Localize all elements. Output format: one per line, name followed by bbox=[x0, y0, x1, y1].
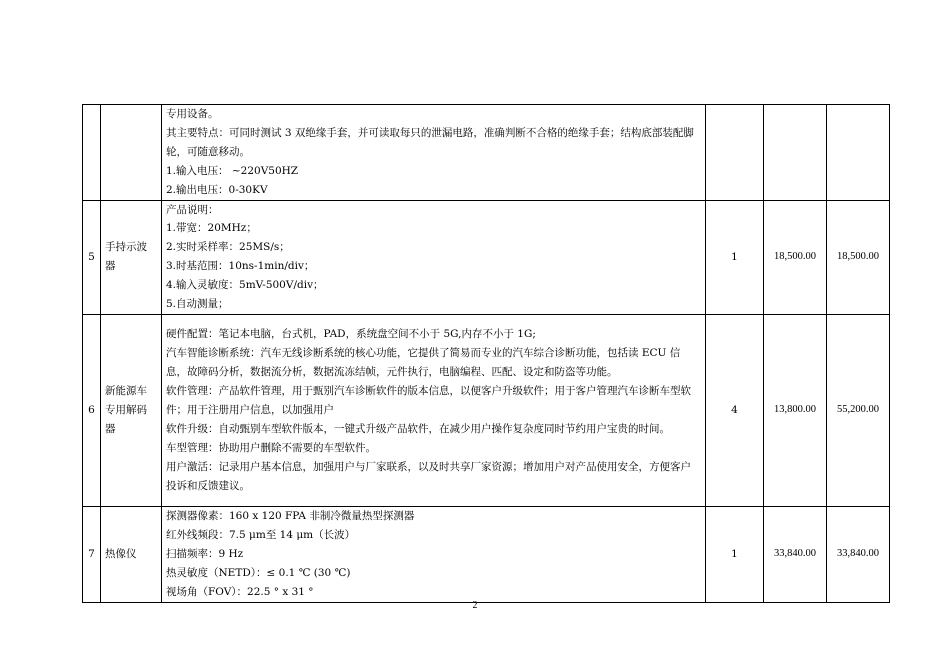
item-name bbox=[101, 105, 162, 201]
description-line: 1.输入电压： ~220V50HZ bbox=[166, 164, 299, 177]
description-line: 硬件配置：笔记本电脑，台式机，PAD，系统盘空间不小于 5G,内存不小于 1G; bbox=[166, 328, 536, 341]
description-line: 1.带宽：20MHz； bbox=[166, 222, 257, 235]
description-line: 软件管理：产品软件管理，用于甄别汽车诊断软件的版本信息，以便客户升级软件；用于客户管理汽车诊断车型软件；用于注册用户信息，以加强用户 bbox=[166, 385, 691, 417]
description-line: 5.自动测量； bbox=[166, 298, 229, 311]
description-line: 产品说明： bbox=[166, 203, 219, 216]
table-row bbox=[83, 105, 890, 201]
item-quantity: 1 bbox=[706, 506, 764, 602]
table-row bbox=[83, 314, 890, 506]
item-name: 热像仪 bbox=[101, 506, 162, 602]
item-unit-price: 18,500.00 bbox=[764, 200, 827, 314]
item-description bbox=[162, 200, 706, 314]
item-total: 18,500.00 bbox=[827, 200, 890, 314]
description-line: 视场角（FOV）：22.5 ° x 31 ° bbox=[166, 585, 314, 598]
item-description bbox=[162, 506, 706, 602]
description-line: 2.输出电压：0-30KV bbox=[166, 183, 268, 196]
description-line: 红外线频段：7.5 μm至 14 μm（长波） bbox=[166, 528, 356, 541]
description-line: 扫描频率：9 Hz bbox=[166, 547, 244, 560]
item-number: 7 bbox=[83, 506, 101, 602]
description-line: 4.输入灵敏度：5mV-500V/div； bbox=[166, 279, 324, 292]
description-line: 3.时基范围：10ns-1min/div； bbox=[166, 260, 315, 273]
item-name: 手持示波器 bbox=[101, 200, 162, 314]
item-name: 新能源车专用解码器 bbox=[101, 314, 162, 506]
description-line: 用户激活：记录用户基本信息，加强用户与厂家联系，以及时共享厂家资源；增加用户对产品使用安全，方便客户投诉和反馈建议。 bbox=[166, 460, 691, 492]
item-number: 5 bbox=[83, 200, 101, 314]
description-line: 探测器像素：160 x 120 FPA 非制冷微量热型探测器 bbox=[166, 509, 415, 522]
item-unit-price bbox=[764, 105, 827, 201]
item-total bbox=[827, 105, 890, 201]
item-number bbox=[83, 105, 101, 201]
item-quantity: 4 bbox=[706, 314, 764, 506]
item-quantity bbox=[706, 105, 764, 201]
item-total: 55,200.00 bbox=[827, 314, 890, 506]
table-row bbox=[83, 200, 890, 314]
item-unit-price: 33,840.00 bbox=[764, 506, 827, 602]
description-line: 2.实时采样率：25MS/s； bbox=[166, 241, 290, 254]
page-number: 2 bbox=[472, 600, 478, 611]
item-number: 6 bbox=[83, 314, 101, 506]
table-row bbox=[83, 506, 890, 602]
equipment-table bbox=[82, 104, 890, 603]
description-line: 汽车智能诊断系统：汽车无线诊断系统的核心功能，它提供了简易而专业的汽车综合诊断功能，包括读 ECU 信息，故障码分析，数据流分析，数据流冻结帧，元件执行，电脑编程、匹配、设定和防盗等功能。 bbox=[166, 347, 681, 379]
description-line: 软件升级：自动甄别车型软件版本，一键式升级产品软件，在减少用户操作复杂度同时节约用户宝贵的时间。 bbox=[166, 422, 670, 435]
description-line: 热灵敏度（NETD）：≤ 0.1 ℃ (30 ℃) bbox=[166, 566, 351, 579]
item-total: 33,840.00 bbox=[827, 506, 890, 602]
description-line: 专用设备。 bbox=[166, 108, 219, 120]
description-line: 车型管理：协助用户删除不需要的车型软件。 bbox=[166, 441, 376, 454]
item-quantity: 1 bbox=[706, 200, 764, 314]
item-description bbox=[162, 314, 706, 506]
item-description bbox=[162, 105, 706, 201]
description-line: 其主要特点：可同时测试 3 双绝缘手套，并可读取每只的泄漏电路，准确判断不合格的绝缘手套；结构底部装配脚轮，可随意移动。 bbox=[166, 126, 694, 158]
item-unit-price: 13,800.00 bbox=[764, 314, 827, 506]
